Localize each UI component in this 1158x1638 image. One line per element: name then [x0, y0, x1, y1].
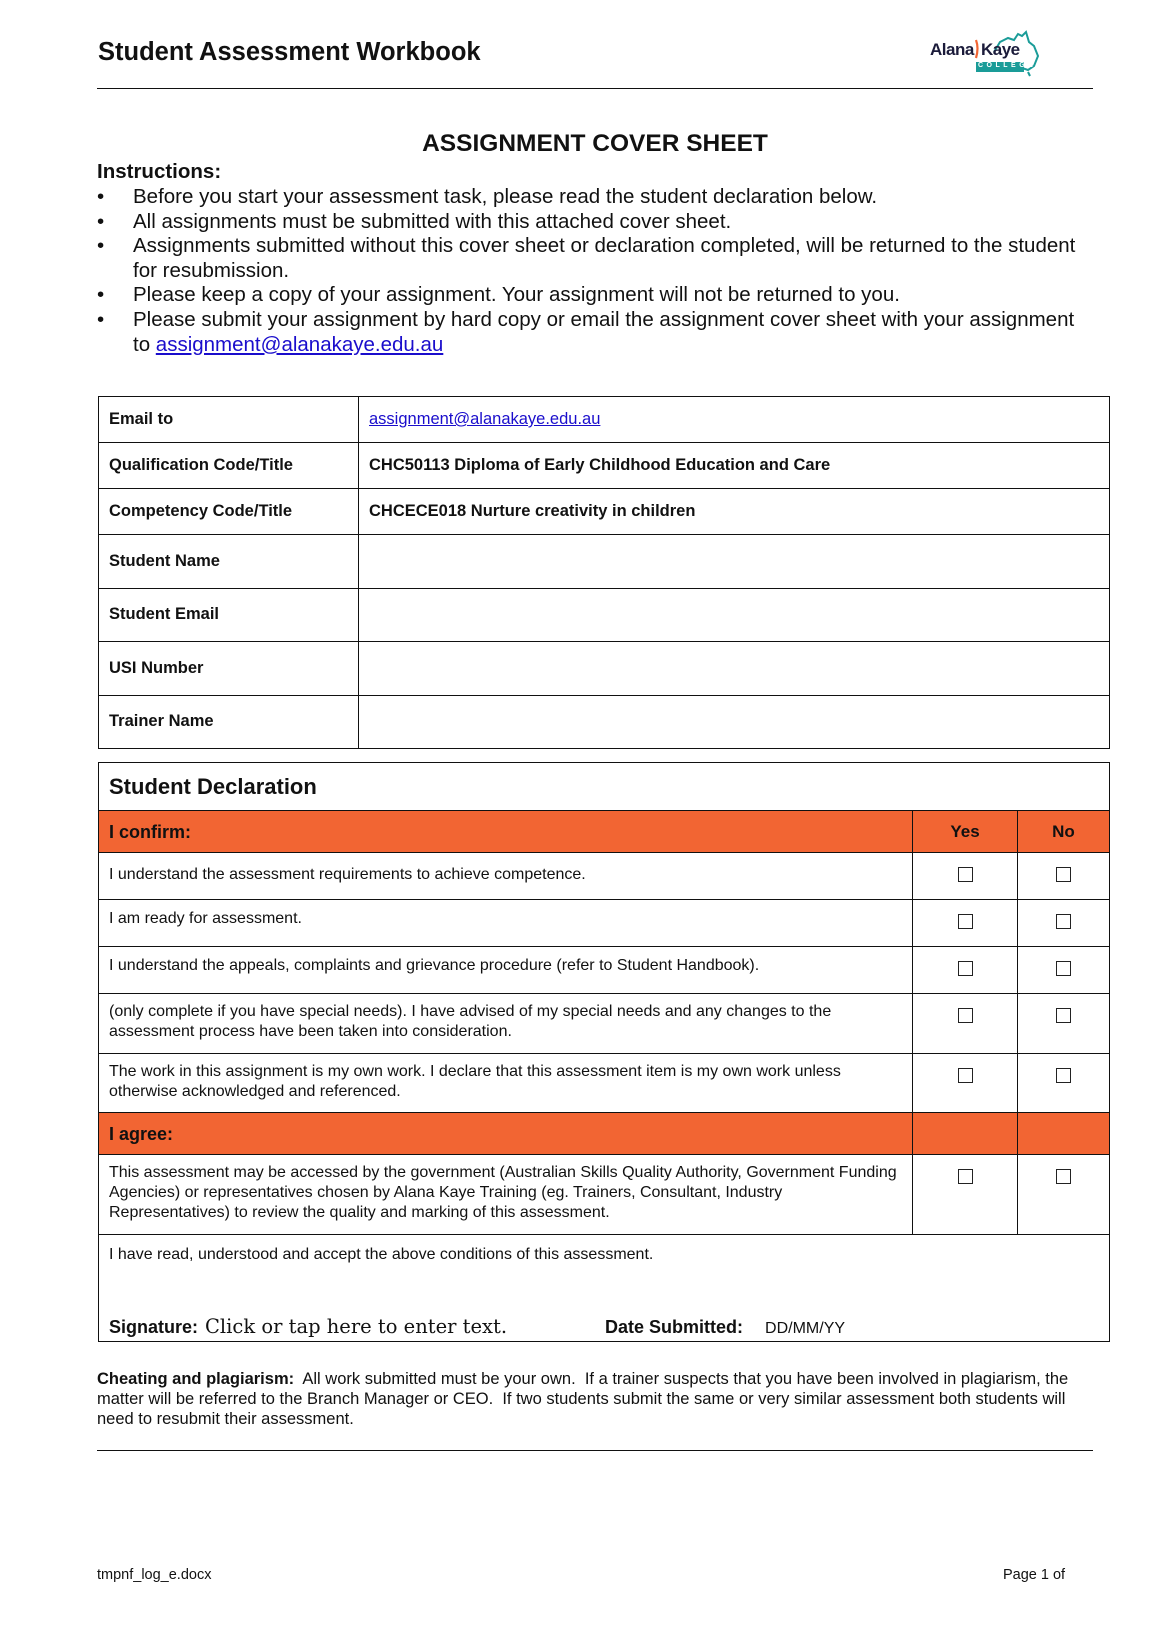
instruction-item: [97, 234, 1087, 283]
no-checkbox[interactable]: [1056, 961, 1071, 976]
table-row: [99, 489, 1110, 535]
bullet-icon: •: [97, 185, 105, 208]
table-row: [99, 535, 1110, 589]
footer-page-number: Page 1 of: [1003, 1567, 1066, 1583]
no-column-header: No: [1018, 811, 1110, 853]
cheating-plagiarism-notice: [97, 1369, 1097, 1429]
student-name-field[interactable]: [359, 535, 1110, 589]
instruction-text: Assignments submitted without this cover sheet or declaration completed, will be returned to the student for resubmission.: [133, 234, 1076, 282]
bullet-icon: •: [97, 283, 105, 307]
no-checkbox[interactable]: [1056, 914, 1071, 929]
email-to-label: Email to: [99, 397, 359, 443]
assignment-email-link[interactable]: assignment@alanakaye.edu.au: [155, 332, 444, 356]
instruction-text: All assignments must be submitted with this attached cover sheet.: [133, 209, 732, 233]
declaration-heading-row: [99, 763, 1110, 811]
no-checkbox[interactable]: [1056, 1169, 1071, 1184]
cover-sheet-title: ASSIGNMENT COVER SHEET: [422, 130, 768, 157]
yes-checkbox[interactable]: [958, 1068, 973, 1083]
table-row: [99, 588, 1110, 642]
competency-label: Competency Code/Title: [99, 489, 359, 535]
logo-name-left: Alana: [930, 40, 974, 59]
instruction-text: Please keep a copy of your assignment. Your assignment will not be returned to you.: [133, 283, 900, 307]
signature-row: [99, 1235, 1110, 1342]
yes-checkbox[interactable]: [958, 1008, 973, 1023]
declaration-heading: Student Declaration: [99, 763, 1110, 811]
student-email-field[interactable]: [359, 588, 1110, 642]
logo-name-right: Kaye: [981, 40, 1020, 59]
agree-statement: This assessment may be accessed by the government (Australian Skills Quality Authority, Government Funding Agencies) or representatives chosen by Alana Kaye Training (eg. Trainers, Consultant, Industry Representatives) to review the quality and marking of this assessment.: [99, 1155, 913, 1235]
table-row: [99, 695, 1110, 749]
no-checkbox[interactable]: [1056, 867, 1071, 882]
confirm-header-row: [99, 811, 1110, 853]
email-to-link[interactable]: assignment@alanakaye.edu.au: [369, 410, 601, 428]
yes-column-header: Yes: [913, 811, 1018, 853]
usi-number-label: USI Number: [99, 642, 359, 696]
instructions-list: [97, 185, 1087, 357]
qualification-label: Qualification Code/Title: [99, 443, 359, 489]
agree-header-row: [99, 1113, 1110, 1155]
bullet-icon: •: [97, 234, 105, 258]
trainer-name-field[interactable]: [359, 695, 1110, 749]
no-checkbox[interactable]: [1056, 1008, 1071, 1023]
cheating-text: All work submitted must be your own. If a trainer suspects that you have been involved in plagiarism, the matter will be referred to the Branch Manager or CEO. If two students submit the same or very similar assessment both students will need to resubmit their assessment.: [97, 1370, 1073, 1428]
confirm-statement: The work in this assignment is my own work. I declare that this assessment item is my own work unless otherwise acknowledged and referenced.: [99, 1053, 913, 1113]
confirm-row: [99, 1053, 1110, 1113]
signature-field[interactable]: Click or tap here to enter text.: [205, 1315, 508, 1338]
footer-filename: tmpnf_log_e.docx: [97, 1567, 212, 1583]
confirm-statement: I understand the appeals, complaints and grievance procedure (refer to Student Handbook).: [99, 947, 913, 994]
agree-row: [99, 1155, 1110, 1235]
email-to-cell: [359, 397, 1110, 443]
bullet-icon: •: [97, 209, 105, 233]
header-divider: [97, 88, 1093, 89]
instruction-item: [97, 210, 1087, 235]
instruction-item: [97, 308, 1087, 357]
confirm-row: [99, 853, 1110, 900]
confirm-label: I confirm:: [99, 811, 913, 853]
footer-divider: [97, 1450, 1093, 1451]
student-declaration-table: [98, 762, 1110, 1342]
accept-conditions-text: I have read, understood and accept the above conditions of this assessment.: [109, 1246, 654, 1263]
assignment-info-table: [98, 396, 1110, 749]
qualification-value: CHC50113 Diploma of Early Childhood Education and Care: [359, 443, 1110, 489]
yes-checkbox[interactable]: [958, 867, 973, 882]
bullet-icon: •: [97, 307, 105, 331]
confirm-row: [99, 994, 1110, 1054]
table-row: [99, 397, 1110, 443]
instruction-item: [97, 185, 1087, 210]
instructions-heading: Instructions:: [97, 160, 222, 183]
header-title: Student Assessment Workbook: [98, 38, 481, 66]
student-name-label: Student Name: [99, 535, 359, 589]
cheating-label: Cheating and plagiarism:: [97, 1370, 295, 1388]
signature-line: [109, 1317, 845, 1339]
signature-label: Signature:: [109, 1317, 199, 1337]
confirm-row: [99, 947, 1110, 994]
college-logo: [930, 30, 1042, 80]
table-row: [99, 642, 1110, 696]
usi-number-field[interactable]: [359, 642, 1110, 696]
confirm-statement: I understand the assessment requirements to achieve competence.: [99, 853, 913, 900]
yes-checkbox[interactable]: [958, 961, 973, 976]
instruction-text: Before you start your assessment task, please read the student declaration below.: [133, 185, 878, 208]
yes-checkbox[interactable]: [958, 914, 973, 929]
competency-value: CHCECE018 Nurture creativity in children: [359, 489, 1110, 535]
confirm-row: [99, 900, 1110, 947]
yes-checkbox[interactable]: [958, 1169, 973, 1184]
confirm-statement: I am ready for assessment.: [99, 900, 913, 947]
instruction-item: [97, 283, 1087, 308]
no-checkbox[interactable]: [1056, 1068, 1071, 1083]
confirm-statement: (only complete if you have special needs). I have advised of my special needs and any changes to the assessment process have been taken into consideration.: [99, 994, 913, 1054]
trainer-name-label: Trainer Name: [99, 695, 359, 749]
date-submitted-field[interactable]: DD/MM/YY: [765, 1320, 846, 1337]
instruction-text: Please submit your assignment by hard copy or email the assignment cover sheet with your assignment to: [133, 307, 1075, 356]
student-email-label: Student Email: [99, 588, 359, 642]
table-row: [99, 443, 1110, 489]
logo-subtitle: COLLEGE: [978, 62, 1037, 69]
agree-label: I agree:: [99, 1113, 913, 1155]
date-submitted-label: Date Submitted:: [605, 1317, 744, 1337]
